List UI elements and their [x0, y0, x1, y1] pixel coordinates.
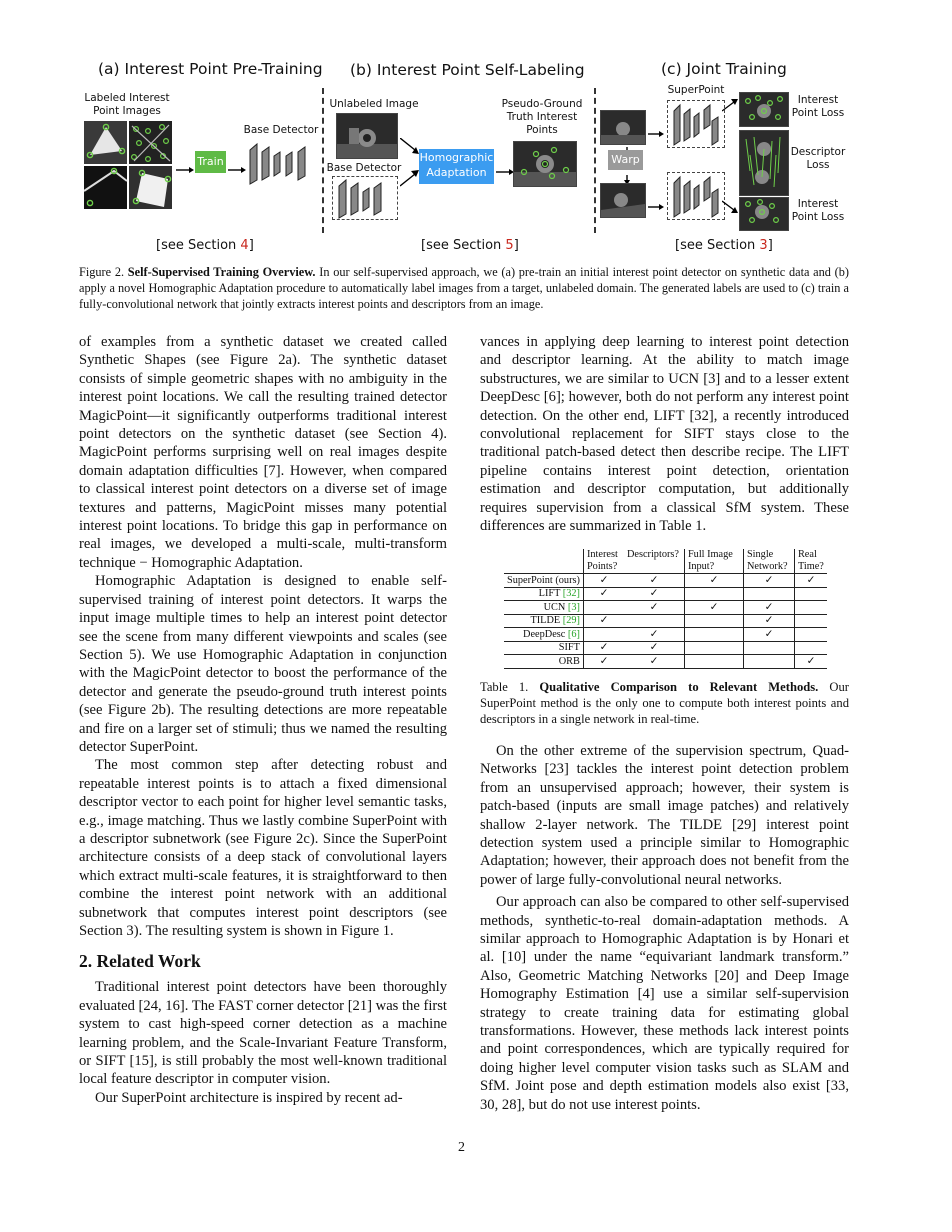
- table-row: [504, 601, 827, 615]
- homographic-adaptation-label: Homographic Adaptation: [419, 149, 494, 184]
- section-link[interactable]: 4: [240, 238, 249, 253]
- table-caption: Table 1. Qualitative Comparison to Relevant Methods. Our SuperPoint method is the only one to compute both interest points and descriptors in a single network in real-time.: [480, 679, 849, 726]
- check-cell: ✓: [794, 574, 827, 588]
- superpoint-network-top: [667, 100, 725, 148]
- method-name: TILDE [29]: [504, 614, 583, 628]
- arrow-icon: [722, 98, 738, 117]
- paragraph: Traditional interest point detectors have been thoroughly evaluated [24, 16]. The FAST corner detector [21] was the first system to cast high-speed corner detection as a machine learning problem, and the Scale-Invariant Feature Transform, or SIFT [15], is still probably the most well-known traditional local feature descriptor in computer vision.: [79, 979, 447, 1088]
- interest-loss-bottom-label: Interest Point Loss: [791, 198, 845, 223]
- check-cell: ✓: [794, 655, 827, 669]
- base-detector-b-box: [332, 176, 398, 220]
- citation-link[interactable]: [3]: [567, 601, 580, 613]
- panel-separator: [594, 88, 596, 233]
- warp-label: Warp: [608, 150, 643, 170]
- check-cell: ✓: [624, 601, 685, 615]
- arrow-icon: [722, 200, 738, 219]
- superpoint-network-bottom: [667, 172, 725, 220]
- panel-c-title: (c) Joint Training: [661, 60, 787, 78]
- check-cell: ✓: [743, 601, 794, 615]
- check-cell: [684, 641, 743, 655]
- check-cell: ✓: [583, 641, 624, 655]
- column-header: Full Image Input?: [684, 549, 743, 574]
- check-cell: ✓: [624, 587, 685, 601]
- interest-loss-top-label: Interest Point Loss: [791, 94, 845, 119]
- check-cell: [743, 641, 794, 655]
- check-cell: [743, 655, 794, 669]
- citation-link[interactable]: [32]: [562, 588, 580, 600]
- check-cell: [794, 601, 827, 615]
- page-number: 2: [458, 1140, 465, 1155]
- arrow-icon: [228, 160, 246, 178]
- arrow-icon: [496, 162, 514, 180]
- base-detector-b-label: Base Detector: [326, 162, 402, 174]
- method-name: ORB: [504, 655, 583, 669]
- paragraph: of examples from a synthetic dataset we created called Synthetic Shapes (see Figure 2a). The synthetic dataset consists of simple geometric shapes with no ambiguity in the interest point locations. We call the resulting trained detector MagicPoint—it significantly outperforms traditional interest point detectors on the synthetic dataset (see Section 4). MagicPoint performs surprising well on real images despite domain adaptation difficulties [7]. However, when compared to classical interest point detectors on a diverse set of image textures and patterns, MagicPoint misses many potential interest point locations. To bridge this gap in performance on real images, we developed a multi-scale, multi-transform technique − Homographic Adaptation.: [79, 334, 447, 571]
- unlabeled-image-label: Unlabeled Image: [329, 98, 419, 110]
- table-row: [504, 614, 827, 628]
- table-row: [504, 641, 827, 655]
- method-name: DeepDesc [6]: [504, 628, 583, 642]
- pseudo-gt-label: Pseudo-Ground Truth Interest Points: [501, 98, 583, 136]
- check-cell: [684, 587, 743, 601]
- check-cell: ✓: [624, 641, 685, 655]
- check-cell: ✓: [583, 587, 624, 601]
- arrow-icon: [176, 160, 194, 178]
- check-cell: ✓: [743, 574, 794, 588]
- see-section-c: [see Section 3]: [675, 238, 773, 253]
- descriptor-loss-label: Descriptor Loss: [790, 146, 846, 171]
- check-cell: ✓: [624, 655, 685, 669]
- column-header: Single Network?: [743, 549, 794, 574]
- check-cell: [794, 628, 827, 642]
- column-header: Descriptors?: [626, 549, 679, 561]
- check-cell: ✓: [583, 574, 624, 588]
- descriptor-output: [739, 130, 789, 196]
- panel-b-title: (b) Interest Point Self-Labeling: [350, 61, 585, 79]
- arrow-icon: [400, 168, 420, 193]
- arrow-icon: [648, 124, 664, 142]
- check-cell: ✓: [684, 601, 743, 615]
- paragraph: Homographic Adaptation is designed to enable self-supervised training of interest point detectors. It warps the input image multiple times to help an interest point detector see the scene from many different viewpoints and scales (see Section 5). We use Homographic Adaptation in conjunction with the MagicPoint detector to boost the performance of the detector and generate the pseudo-ground truth interest points (see Figure 2b). The resulting detections are more repeatable and fire on a larger set of stimuli; thus we named the resulting detector SuperPoint.: [79, 573, 447, 755]
- section-heading: 2. Related Work: [79, 951, 201, 972]
- check-cell: [583, 601, 624, 615]
- check-cell: [794, 641, 827, 655]
- pseudo-gt-image: [513, 141, 577, 187]
- paragraph: The most common step after detecting robust and repeatable interest points is to attach a fixed dimensional descriptor vector to each point for higher level semantic tasks, e.g., image matching. Thus we lastly combine SuperPoint with a descriptor subnetwork (see Figure 2c). Since the SuperPoint architecture consists of a deep stack of convolutional layers which extract multi-scale features, it is straightforward to then combine the interest point network with an additional subnetwork that computes interest point descriptors (see Section 3). The resulting system is shown in Figure 1.: [79, 757, 447, 939]
- method-name: SuperPoint (ours): [504, 574, 583, 588]
- method-name: UCN [3]: [504, 601, 583, 615]
- table-row: [504, 587, 827, 601]
- labeled-images-label: Labeled Interest Point Images: [84, 92, 170, 117]
- method-name: LIFT [32]: [504, 587, 583, 601]
- base-detector-a-label: Base Detector: [243, 124, 319, 136]
- interest-output-bottom: [739, 197, 789, 231]
- paragraph: vances in applying deep learning to interest point detection and descriptor learning. At the ability to match image substructures, we are similar to UCN [3] and to a lesser extent DeepDesc [6]; however, both do not perform any interest point detection. On the other end, LIFT [32], a recently introduced convolutional replacement for SIFT stays close to the traditional patch-based detect then describe recipe. The LIFT pipeline contains interest point detection, orientation estimation and descriptor computation, but additionally requires supervision from a classical SfM system. These differences are summarized in Table 1.: [480, 334, 849, 535]
- input-image-warped: [600, 183, 646, 218]
- check-cell: [684, 655, 743, 669]
- check-cell: [743, 587, 794, 601]
- check-cell: ✓: [583, 614, 624, 628]
- panel-a-title: (a) Interest Point Pre-Training: [98, 60, 323, 78]
- input-image-top: [600, 110, 646, 145]
- table-row: [504, 628, 827, 642]
- check-cell: [794, 614, 827, 628]
- see-section-b: [see Section 5]: [421, 238, 519, 253]
- citation-link[interactable]: [6]: [567, 628, 580, 640]
- check-cell: ✓: [624, 628, 685, 642]
- table-header: [504, 549, 827, 574]
- unlabeled-image: [336, 113, 398, 159]
- arrow-icon: [400, 138, 420, 163]
- paragraph: Our SuperPoint architecture is inspired by recent ad-: [95, 1089, 403, 1106]
- train-label: Train: [195, 151, 226, 173]
- interest-output-top: [739, 92, 789, 127]
- section-link[interactable]: 3: [759, 238, 768, 253]
- superpoint-label: SuperPoint: [667, 84, 725, 96]
- citation-link[interactable]: [29]: [562, 615, 580, 627]
- method-name: SIFT: [504, 641, 583, 655]
- check-cell: [684, 614, 743, 628]
- panel-separator: [322, 88, 324, 233]
- comparison-table: [504, 549, 849, 669]
- right-column: [480, 333, 849, 1114]
- table-row: [504, 655, 827, 669]
- synthetic-shapes-grid: [84, 121, 172, 209]
- check-cell: ✓: [743, 628, 794, 642]
- left-column: [79, 333, 447, 1107]
- check-cell: ✓: [684, 574, 743, 588]
- see-section-a: [see Section 4]: [156, 238, 254, 253]
- check-cell: ✓: [743, 614, 794, 628]
- column-header: Interest Points?: [583, 549, 624, 574]
- check-cell: [583, 628, 624, 642]
- arrow-icon: [648, 197, 664, 215]
- table-row: [504, 574, 827, 588]
- check-cell: [794, 587, 827, 601]
- base-detector-network-icon: [248, 140, 312, 190]
- section-link[interactable]: 5: [505, 238, 514, 253]
- paragraph: On the other extreme of the supervision spectrum, Quad-Networks [23] tackles the interest point detection problem from an unsupervised approach; however, their system is patch-based (inputs are small image patches) and relatively shallow 2-layer network. The TILDE [29] interest point detection system used a principle similar to Homographic Adaptation; however, their approach does not benefit from the power of large fully-convolutional neural networks.: [480, 742, 849, 888]
- check-cell: [684, 628, 743, 642]
- check-cell: [624, 614, 685, 628]
- paragraph: Our approach can also be compared to other self-supervised methods, synthetic-to-real domain-adaptation methods. A similar approach to Homographic Adaptation is by Honari et al. [10] under the name “equivariant landmark transform.” Also, Geometric Matching Networks [20] and Deep Image Homography Estimation [4] use a similar self-supervision strategy to create training data for estimating global transformations. However, these methods lack interest points and point correspondences, which are typically required for doing higher level computer vision tasks such as SLAM and SfM. Joint pose and depth estimation models also exist [33, 30, 28], but do not use interest points.: [480, 894, 849, 1113]
- figure-caption: Figure 2. Self-Supervised Training Overview. In our self-supervised approach, we (a) pre-train an initial interest point detector on synthetic data and (b) apply a novel Homographic Adaptation procedure to automatically label images from a target, unlabeled domain. The generated labels are used to (c) train a fully-convolutional network that jointly extracts interest points and descriptors from an image.: [79, 265, 850, 311]
- check-cell: ✓: [624, 574, 685, 588]
- column-header: Real Time?: [794, 549, 827, 574]
- check-cell: ✓: [583, 655, 624, 669]
